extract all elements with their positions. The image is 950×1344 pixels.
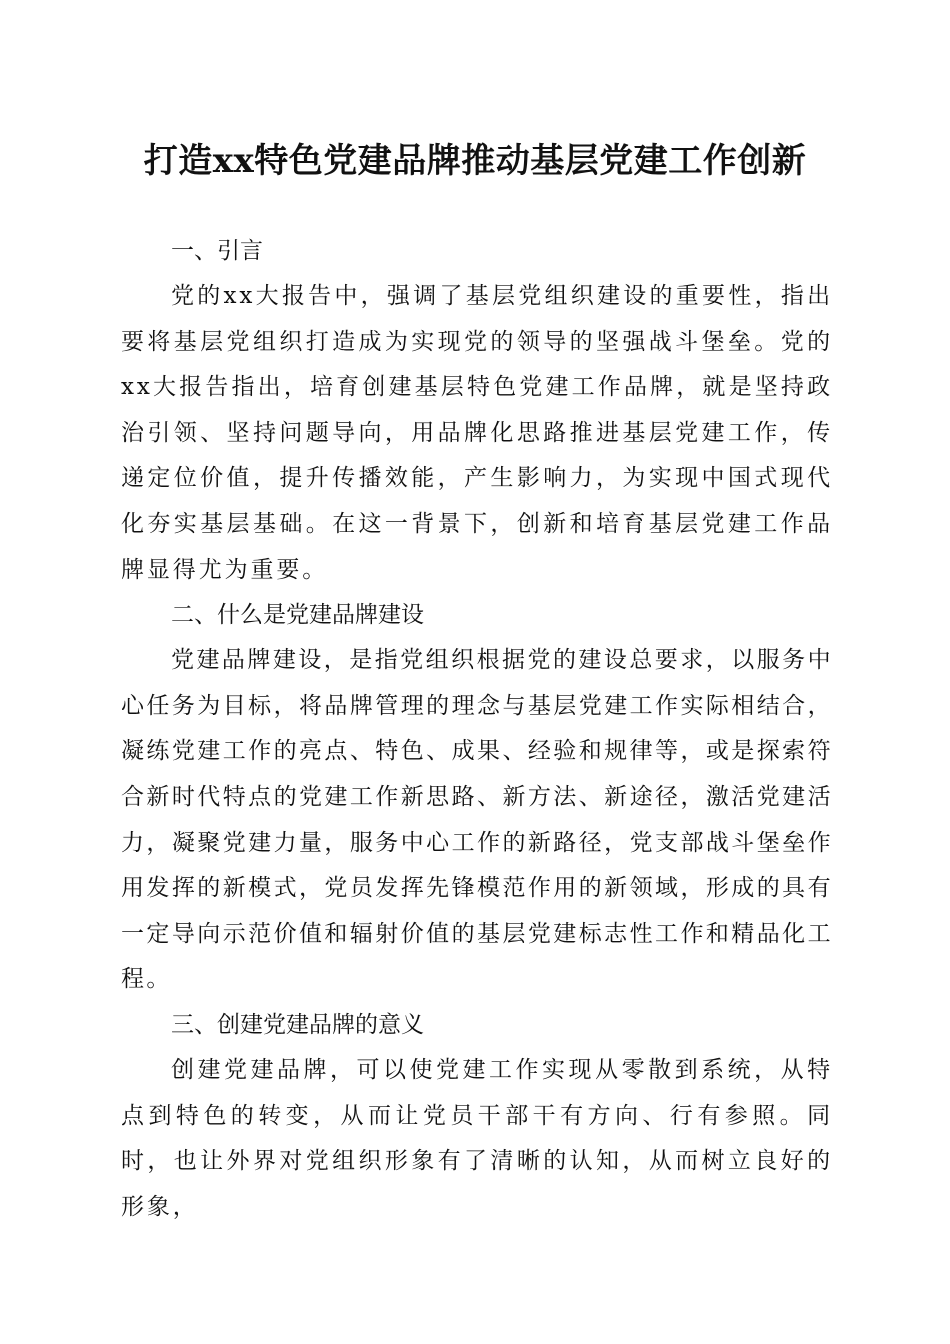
section-paragraph-introduction: 党的xx大报告中，强调了基层党组织建设的重要性，指出要将基层党组织打造成为实现党的领导的坚强战斗堡垒。党的xx大报告指出，培育创建基层特色党建工作品牌，就是坚持政治引领、坚持问题导向，用品牌化思路推进基层党建工作，传递定位价值，提升传播效能，产生影响力，为实现中国式现代化夯实基层基础。在这一背景下，创新和培育基层党建工作品牌显得尤为重要。 [121,283,833,583]
section-heading-introduction: 一、引言 [171,238,263,264]
section-paragraph-what-is-brand: 党建品牌建设，是指党组织根据党的建设总要求，以服务中心任务为目标，将品牌管理的理念与基层党建工作实际相结合，凝练党建工作的亮点、特色、成果、经验和规律等，或是探索符合新时代特点的党建工作新思路、新方法、新途径，激活党建活力，凝聚党建力量，服务中心工作的新路径，党支部战斗堡垒作用发挥的新模式，党员发挥先锋模范作用的新领域，形成的具有一定导向示范价值和辐射价值的基层党建标志性工作和精品化工程。 [121,647,833,993]
section-heading-significance: 三、创建党建品牌的意义 [171,1011,424,1038]
document-body [121,229,833,1230]
section-paragraph-significance: 创建党建品牌，可以使党建工作实现从零散到系统，从特点到特色的转变，从而让党员干部干有方向、行有参照。同时，也让外界对党组织形象有了清晰的认知，从而树立良好的形象， [121,1056,833,1220]
document-title: 打造xx特色党建品牌推动基层党建工作创新 [143,141,807,181]
section-heading-what-is-brand: 二、什么是党建品牌建设 [171,602,424,629]
